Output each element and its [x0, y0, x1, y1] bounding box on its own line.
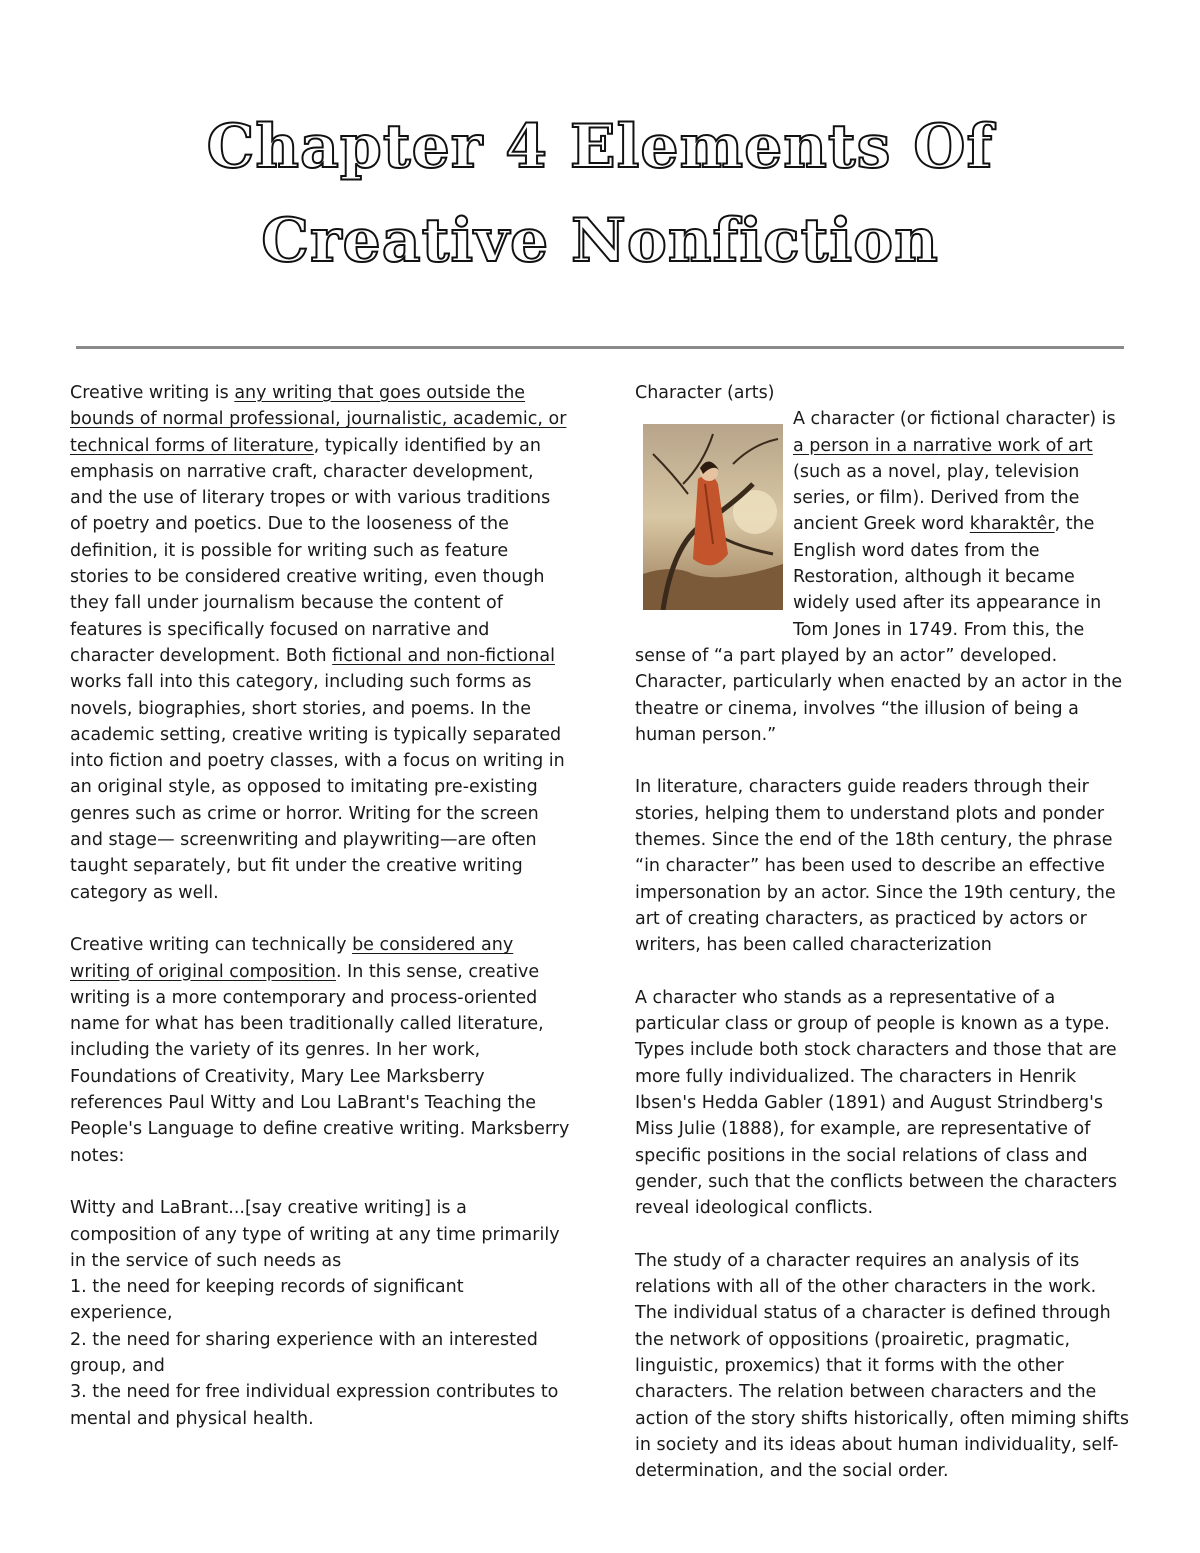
page-title: [0, 100, 1200, 288]
link[interactable]: a person in a narrative work of art: [793, 435, 1093, 456]
paragraph: Creative writing is any writing that goes outside the bounds of normal professional, journalistic, academic, or technical forms of literature, typically identified by an emphasis on narrative craft, character development, and the use of literary tropes or with various traditions of poetry and poetics. Due to the looseness of the definition, it is possible for writing such as feature stories to be considered creative writing, even though they fall under journalism because the content of features is specifically focused on narrative and character development. Both fictional and non-fictional works fall into this category, including such forms as novels, biographies, short stories, and poems. In the academic setting, creative writing is typically separated into fiction and poetry classes, with a focus on writing in an original style, as opposed to imitating pre-existing genres such as crime or horror. Writing for the screen and stage— screenwriting and playwriting—are often taught separately, but fit under the creative writing category as well.: [70, 383, 567, 903]
paragraph: A character who stands as a representative of a particular class or group of people is known as a type. Types include both stock characters and those that are more fully individualized. The characters in Henrik Ibsen's Hedda Gabler (1891) and August Strindberg's Miss Julie (1888), for example, are representative of specific positions in the social relations of class and gender, such that the conflicts between the characters reveal ideological conflicts.: [635, 987, 1117, 1219]
link[interactable]: fictional and non-fictional: [332, 645, 555, 666]
title-line-1: Chapter 4 Elements Of: [206, 112, 994, 182]
paragraph: In literature, characters guide readers through their stories, helping them to understand plots and ponder themes. Since the end of the 18th century, the phrase “in character” has been used to describe an effective impersonation by an actor. Since the 19th century, the art of creating characters, as practiced by actors or writers, has been called characterization: [635, 777, 1116, 956]
title-line-2: Creative Nonfiction: [261, 206, 939, 276]
list-item: 1. the need for keeping records of significant experience,: [70, 1277, 464, 1324]
illustration-image: [643, 424, 783, 610]
list-item: 3. the need for free individual expression contributes to mental and physical health.: [70, 1382, 559, 1429]
link[interactable]: kharaktêr: [969, 514, 1055, 535]
paragraph: Creative writing can technically be considered any writing of original composition. In this sense, creative writing is a more contemporary and process-oriented name for what has been traditionally called literature, including the variety of its genres. In her work, Foundations of Creativity, Mary Lee Marksberry references Paul Witty and Lou LaBrant's Teaching the People's Language to define creative writing. Marksberry notes:: [70, 935, 570, 1166]
right-column: [635, 380, 1130, 1511]
list-item: 2. the need for sharing experience with an interested group, and: [70, 1329, 538, 1376]
link[interactable]: be considered any writing of original composition: [70, 935, 514, 982]
character-illustration: [643, 424, 783, 610]
paragraph: A character (or fictional character) is a person in a narrative work of art (such as a novel, play, television series, or film). Derived from the ancient Greek word kharaktêr, the English word dates from the Restoration, although it became widely used after its appearance in Tom Jones in 1749. From this, the sense of “a part played by an actor” developed. Character, particularly when enacted by an actor in the theatre or cinema, involves “the illusion of being a human person.”: [635, 409, 1123, 745]
horizontal-divider: [76, 346, 1124, 349]
section-heading: Character (arts): [635, 383, 775, 403]
link[interactable]: any writing that goes outside the bounds of normal professional, journalistic, academic, or technical forms of literature: [70, 383, 567, 456]
quote-paragraph: Witty and LaBrant...[say creative writing] is a composition of any type of writing at any time primarily in the service of such needs as: [70, 1198, 560, 1271]
paragraph: The study of a character requires an analysis of its relations with all of the other characters in the work. The individual status of a character is defined through the network of oppositions (proairetic, pragmatic, linguistic, proxemics) that it forms with the other characters. The relation between characters and the action of the story shifts historically, often miming shifts in society and its ideas about human individuality, self-determination, and the social order.: [635, 1250, 1129, 1482]
left-column: [70, 380, 570, 1432]
